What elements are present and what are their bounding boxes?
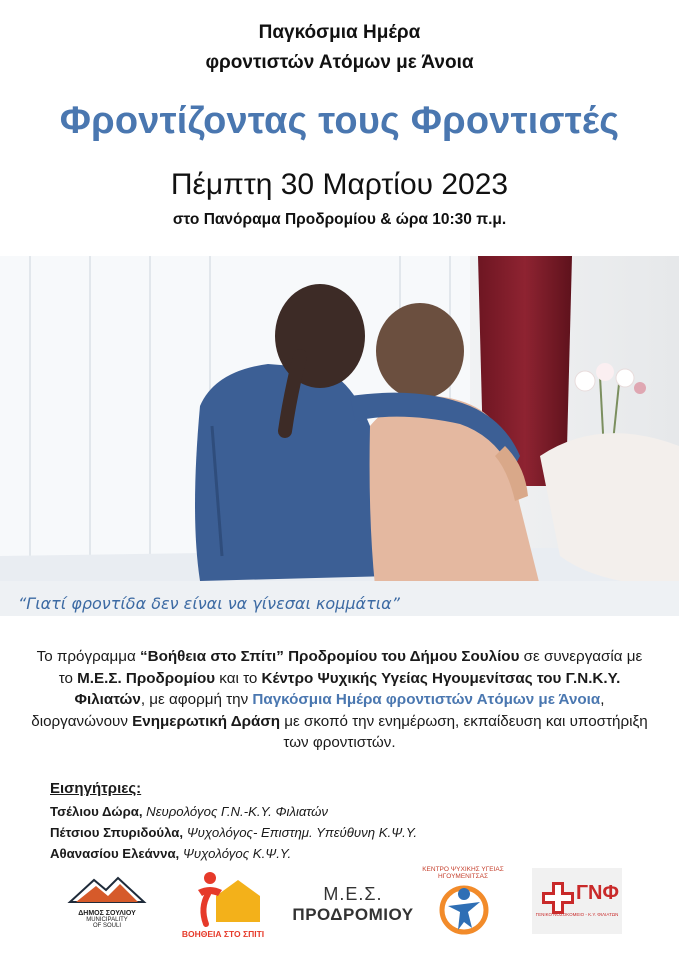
event-title: Φροντίζοντας τους Φροντιστές	[59, 100, 620, 142]
desc-event-type: Ενημερωτική Δράση	[132, 712, 281, 730]
general-hospital-filiates-logo	[532, 868, 622, 934]
desc-text-2: σε συνεργασία με το	[58, 648, 643, 687]
speakers-heading: Εισηγήτριες:	[50, 780, 142, 797]
speaker-role: Ψυχολόγος Κ.Ψ.Υ.	[182, 846, 292, 861]
event-date: Πέμπτη 30 Μαρτίου 2023	[170, 168, 509, 201]
desc-text-5: , διοργανώνουν	[31, 691, 605, 730]
demos-en-line2: OF SOULI	[92, 923, 121, 929]
desc-partner-kpsy: Κέντρο Ψυχικής Υγείας Ηγουμενίτσας του Γ.Ν.Κ.Υ. Φιλιατών	[74, 669, 621, 708]
desc-text-1: Το πρόγραμμα	[36, 648, 141, 665]
caregiver-photo	[0, 256, 679, 616]
event-venue: στο Πανόραμα Προδρομίου & ώρα 10:30 π.μ.	[172, 211, 507, 228]
speaker-role: Ψυχολόγος- Επιστημ. Υπεύθυνη Κ.Ψ.Υ.	[186, 825, 418, 840]
event-subtitle-line1: Παγκόσμια Ημέρα	[258, 22, 421, 43]
voitheia-label: ΒΟΗΘΕΙΑ ΣΤΟ ΣΠΙΤΙ	[181, 929, 265, 939]
gnf-label: ΓΝΦ	[576, 882, 619, 904]
desc-world-day: Παγκόσμια Ημέρα φροντιστών Ατόμων με Άνοια	[252, 691, 601, 708]
desc-text-4: , με αφορμή την	[140, 691, 253, 708]
event-description	[30, 646, 649, 754]
speaker-item	[50, 843, 417, 864]
desc-text-6: με σκοπό την ενημέρωση, εκπαίδευση και υποστήριξη των φροντιστών.	[280, 712, 648, 751]
mental-health-center-logo	[418, 866, 508, 936]
demos-en-line1: MUNICIPALITY	[86, 917, 128, 923]
kpsy-label: ΚΕΝΤΡΟ ΨΥΧΙΚΗΣ ΥΓΕΙΑΣ ΗΓΟΥΜΕΝΙΤΣΑΣ	[422, 866, 504, 880]
speaker-item	[50, 822, 417, 843]
gnf-sub: ΓΕΝΙΚΟ ΝΟΣΟΚΟΜΕΙΟ - Κ.Υ. ΦΙΛΙΑΤΩΝ	[535, 912, 619, 917]
desc-text-3: και το	[215, 669, 262, 687]
voitheia-sto-spiti-logo	[180, 866, 266, 950]
photo-quote: “Γιατί φροντίδα δεν είναι να γίνεσαι κομμάτια”	[18, 594, 400, 613]
mes-label: Μ.Ε.Σ.	[323, 884, 383, 904]
speaker-name: Πέτσιου Σπυριδούλα,	[50, 825, 187, 840]
speaker-role: Νευρολόγος Γ.Ν.-Κ.Υ. Φιλιατών	[146, 804, 329, 819]
house-figure-icon	[180, 866, 266, 928]
demos-name: ΔΗΜΟΣ ΣΟΥΛΙΟΥ	[78, 910, 136, 917]
desc-partner-mes: Μ.Ε.Σ. Προδρομίου	[77, 669, 216, 687]
mountain-icon	[66, 874, 148, 904]
municipality-souli-logo	[66, 874, 148, 936]
speaker-name: Αθανασίου Ελεάννα,	[50, 846, 183, 861]
speaker-name: Τσέλιου Δώρα,	[50, 804, 147, 819]
speaker-item	[50, 801, 417, 822]
speakers-list	[50, 778, 417, 864]
mes-place: ΠΡΟΔΡΟΜΙΟΥ	[292, 905, 414, 924]
event-subtitle-line2: φροντιστών Ατόμων με Άνοια	[205, 52, 474, 73]
desc-program-name: “Βοήθεια στο Σπίτι” Προδρομίου του Δήμου Σουλίου	[140, 648, 520, 665]
mes-prodromiou-logo	[290, 884, 416, 925]
